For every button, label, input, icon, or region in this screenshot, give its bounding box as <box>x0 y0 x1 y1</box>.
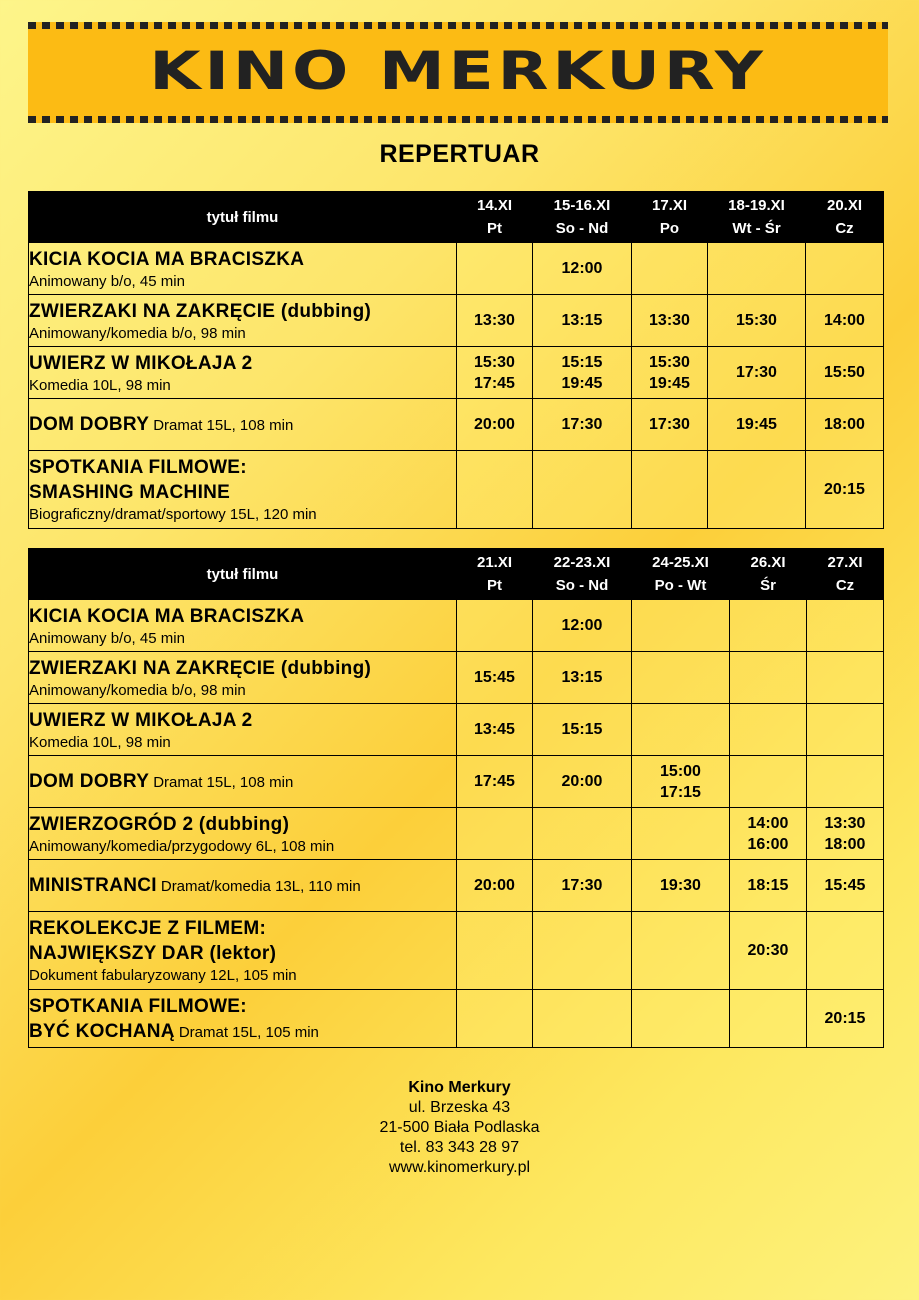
movie-details: Animowany b/o, 45 min <box>29 272 185 290</box>
movie-title: DOM DOBRY <box>29 414 150 435</box>
movie-row <box>29 990 884 1048</box>
movie-details: Animowany/komedia b/o, 98 min <box>29 681 246 699</box>
showtime-cell <box>807 808 884 860</box>
schedule-table-week-2 <box>28 548 884 1048</box>
movie-details: Dramat 15L, 105 min <box>178 1023 319 1041</box>
column-header-day: 21.XI Pt <box>457 549 533 600</box>
showtime-cell <box>457 756 533 808</box>
showtime: 13:30 <box>474 312 515 329</box>
movie-details: Komedia 10L, 98 min <box>29 376 171 394</box>
showtime-cell <box>806 347 884 399</box>
showtime: 13:30 <box>649 312 690 329</box>
showtime-cell <box>632 295 708 347</box>
showtime-cell <box>632 451 708 529</box>
showtime-cell <box>806 399 884 451</box>
showtime: 17:15 <box>660 783 701 801</box>
showtime: 15:30 <box>474 353 515 371</box>
column-header-day: 17.XI Po <box>632 192 708 243</box>
showtime: 15:15 <box>561 353 603 371</box>
showtime-cell <box>708 451 806 529</box>
cinema-name: Kino Merkury <box>408 1079 511 1096</box>
showtime-cell <box>632 990 730 1048</box>
movie-info-cell <box>29 860 457 912</box>
showtime-cell <box>457 808 533 860</box>
showtime-cell <box>730 756 807 808</box>
movie-details: Animowany/komedia/przygodowy 6L, 108 min <box>29 837 335 855</box>
movie-row <box>29 808 884 860</box>
showtime-cell <box>533 704 632 756</box>
movie-title: ZWIERZAKI NA ZAKRĘCIE (dubbing) <box>29 657 372 679</box>
showtime: 17:45 <box>474 374 515 392</box>
cinema-contact <box>0 1078 919 1178</box>
showtime-cell <box>632 652 730 704</box>
showtime-cell <box>457 243 533 295</box>
movie-title: UWIERZ W MIKOŁAJA 2 <box>29 352 253 374</box>
showtime-cell <box>807 912 884 990</box>
movie-row <box>29 756 884 808</box>
movie-info-cell <box>29 347 457 399</box>
showtime-cell <box>533 295 632 347</box>
movie-row <box>29 652 884 704</box>
address-street: ul. Brzeska 43 <box>408 1099 511 1116</box>
showtime-cell <box>806 295 884 347</box>
showtime-cell <box>730 860 807 912</box>
showtime: 15:30 <box>649 353 690 371</box>
movie-row <box>29 399 884 451</box>
week-1-body <box>29 243 884 529</box>
movie-details: Dokument fabularyzowany 12L, 105 min <box>29 967 297 984</box>
movie-title-line-2: NAJWIĘKSZY DAR (lektor) <box>29 943 277 964</box>
showtime-cell <box>730 600 807 652</box>
column-header-day: 27.XI Cz <box>807 549 884 600</box>
cinema-logo: KINO MERKURY <box>149 41 767 102</box>
page-title: REPERTUAR <box>379 140 540 168</box>
movie-info-cell <box>29 399 457 451</box>
showtime: 17:45 <box>474 773 515 790</box>
showtime: 18:15 <box>747 877 789 894</box>
movie-info-cell <box>29 912 457 990</box>
showtime-cell <box>457 600 533 652</box>
showtime-cell <box>533 860 632 912</box>
showtime-cell <box>632 860 730 912</box>
movie-row <box>29 600 884 652</box>
showtime-cell <box>807 600 884 652</box>
showtime: 20:15 <box>824 1010 866 1027</box>
phone-number: tel. 83 343 28 97 <box>399 1139 520 1156</box>
movie-title: KICIA KOCIA MA BRACISZKA <box>29 248 305 270</box>
week-2-body <box>29 600 884 1048</box>
column-header-day: 14.XI Pt <box>457 192 533 243</box>
showtime: 14:00 <box>747 814 789 832</box>
movie-details: Dramat 15L, 108 min <box>153 417 294 434</box>
column-header-title: tytuł filmu <box>29 549 457 600</box>
showtime-cell <box>457 451 533 529</box>
movie-row <box>29 451 884 529</box>
showtime: 15:45 <box>474 669 515 686</box>
showtime-cell <box>533 756 632 808</box>
column-header-day: 15-16.XI So - Nd <box>533 192 632 243</box>
website-link[interactable]: www.kinomerkury.pl <box>388 1159 531 1176</box>
showtime: 18:00 <box>824 416 865 433</box>
showtime-cell <box>533 600 632 652</box>
showtime: 18:00 <box>824 835 866 853</box>
movie-title: KICIA KOCIA MA BRACISZKA <box>29 605 305 627</box>
showtime-cell <box>632 704 730 756</box>
movie-details: Animowany/komedia b/o, 98 min <box>29 324 246 342</box>
movie-details: Komedia 10L, 98 min <box>29 733 171 751</box>
showtime-cell <box>457 295 533 347</box>
showtime-cell <box>457 860 533 912</box>
movie-title-line-2: SMASHING MACHINE <box>29 482 231 503</box>
movie-details: Animowany b/o, 45 min <box>29 629 185 647</box>
film-strip-bottom <box>28 116 888 123</box>
address-city: 21-500 Biała Podlaska <box>379 1119 540 1136</box>
showtime-cell <box>533 451 632 529</box>
showtime-cell <box>730 808 807 860</box>
movie-row <box>29 704 884 756</box>
movie-info-cell <box>29 295 457 347</box>
showtime: 20:00 <box>474 877 515 894</box>
showtime-cell <box>632 600 730 652</box>
showtime-cell <box>533 990 632 1048</box>
showtime-cell <box>533 399 632 451</box>
schedule-table-week-1 <box>28 191 884 529</box>
movie-title: ZWIERZAKI NA ZAKRĘCIE (dubbing) <box>29 300 372 322</box>
showtime-cell <box>457 912 533 990</box>
showtime: 17:30 <box>649 416 690 433</box>
movie-row <box>29 295 884 347</box>
movie-info-cell <box>29 243 457 295</box>
showtime-cell <box>457 704 533 756</box>
showtime-cell <box>457 399 533 451</box>
showtime-cell <box>807 756 884 808</box>
showtime: 17:30 <box>561 877 603 894</box>
showtime: 20:00 <box>561 773 603 790</box>
movie-info-cell <box>29 990 457 1048</box>
movie-title: DOM DOBRY <box>29 771 150 792</box>
showtime-cell <box>533 652 632 704</box>
movie-row <box>29 347 884 399</box>
showtime-cell <box>730 704 807 756</box>
table-header-row <box>29 192 884 243</box>
movie-info-cell <box>29 652 457 704</box>
showtime-cell <box>730 912 807 990</box>
showtime-cell <box>533 808 632 860</box>
column-header-day: 26.XI Śr <box>730 549 807 600</box>
showtime: 15:50 <box>824 364 865 381</box>
showtime-cell <box>533 243 632 295</box>
showtime: 17:30 <box>561 416 603 433</box>
showtime: 13:30 <box>824 814 866 832</box>
showtime-cell <box>807 652 884 704</box>
showtime: 13:45 <box>474 721 515 738</box>
movie-title: ZWIERZOGRÓD 2 (dubbing) <box>29 813 290 835</box>
showtime-cell <box>632 399 708 451</box>
showtime-cell <box>806 451 884 529</box>
film-strip-top <box>28 22 888 29</box>
movie-details: Dramat/komedia 13L, 110 min <box>160 878 361 895</box>
movie-title: UWIERZ W MIKOŁAJA 2 <box>29 709 253 731</box>
showtime-cell <box>632 912 730 990</box>
showtime-cell <box>632 808 730 860</box>
table-header-row <box>29 549 884 600</box>
showtime-cell <box>632 347 708 399</box>
showtime: 20:30 <box>747 942 789 959</box>
showtime-cell <box>457 347 533 399</box>
showtime-cell <box>708 399 806 451</box>
movie-title: MINISTRANCI <box>29 875 157 896</box>
showtime-cell <box>457 652 533 704</box>
showtime-cell <box>533 912 632 990</box>
movie-title: SPOTKANIA FILMOWE: <box>29 457 247 478</box>
showtime: 15:45 <box>824 877 866 894</box>
movie-details: Biograficzny/dramat/sportowy 15L, 120 min <box>29 506 317 523</box>
showtime-cell <box>708 243 806 295</box>
showtime: 20:00 <box>474 416 515 433</box>
showtime-cell <box>457 990 533 1048</box>
showtime: 13:15 <box>561 312 603 329</box>
brand-banner <box>28 22 888 123</box>
movie-details: Dramat 15L, 108 min <box>153 774 294 791</box>
column-header-day: 22-23.XI So - Nd <box>533 549 632 600</box>
showtime-cell <box>807 704 884 756</box>
movie-info-cell <box>29 600 457 652</box>
showtime: 12:00 <box>561 260 603 277</box>
showtime: 19:45 <box>561 374 603 392</box>
movie-info-cell <box>29 451 457 529</box>
column-header-title: tytuł filmu <box>29 192 457 243</box>
showtime: 17:30 <box>736 364 777 381</box>
movie-title-line-2: BYĆ KOCHANĄ <box>29 1020 175 1042</box>
column-header-day: 20.XI Cz <box>806 192 884 243</box>
showtime: 13:15 <box>561 669 603 686</box>
showtime-cell <box>533 347 632 399</box>
showtime-cell <box>708 295 806 347</box>
showtime-cell <box>632 756 730 808</box>
movie-info-cell <box>29 704 457 756</box>
showtime: 19:45 <box>736 416 777 433</box>
showtime: 12:00 <box>561 617 603 634</box>
movie-row <box>29 912 884 990</box>
showtime-cell <box>730 652 807 704</box>
showtime-cell <box>632 243 708 295</box>
showtime: 15:00 <box>660 762 701 780</box>
showtime-cell <box>807 990 884 1048</box>
movie-row <box>29 243 884 295</box>
movie-info-cell <box>29 756 457 808</box>
showtime: 14:00 <box>824 312 865 329</box>
movie-title: SPOTKANIA FILMOWE: <box>29 995 247 1017</box>
movie-row <box>29 860 884 912</box>
showtime-cell <box>708 347 806 399</box>
column-header-day: 18-19.XI Wt - Śr <box>708 192 806 243</box>
showtime: 15:15 <box>561 721 603 738</box>
showtime: 20:15 <box>824 481 865 498</box>
column-header-day: 24-25.XI Po - Wt <box>632 549 730 600</box>
showtime: 19:30 <box>660 877 701 894</box>
showtime-cell <box>807 860 884 912</box>
showtime-cell <box>730 990 807 1048</box>
showtime: 19:45 <box>649 374 690 392</box>
showtime: 15:30 <box>736 312 777 329</box>
showtime: 16:00 <box>747 835 789 853</box>
showtime-cell <box>806 243 884 295</box>
movie-info-cell <box>29 808 457 860</box>
movie-title: REKOLEKCJE Z FILMEM: <box>29 918 267 939</box>
